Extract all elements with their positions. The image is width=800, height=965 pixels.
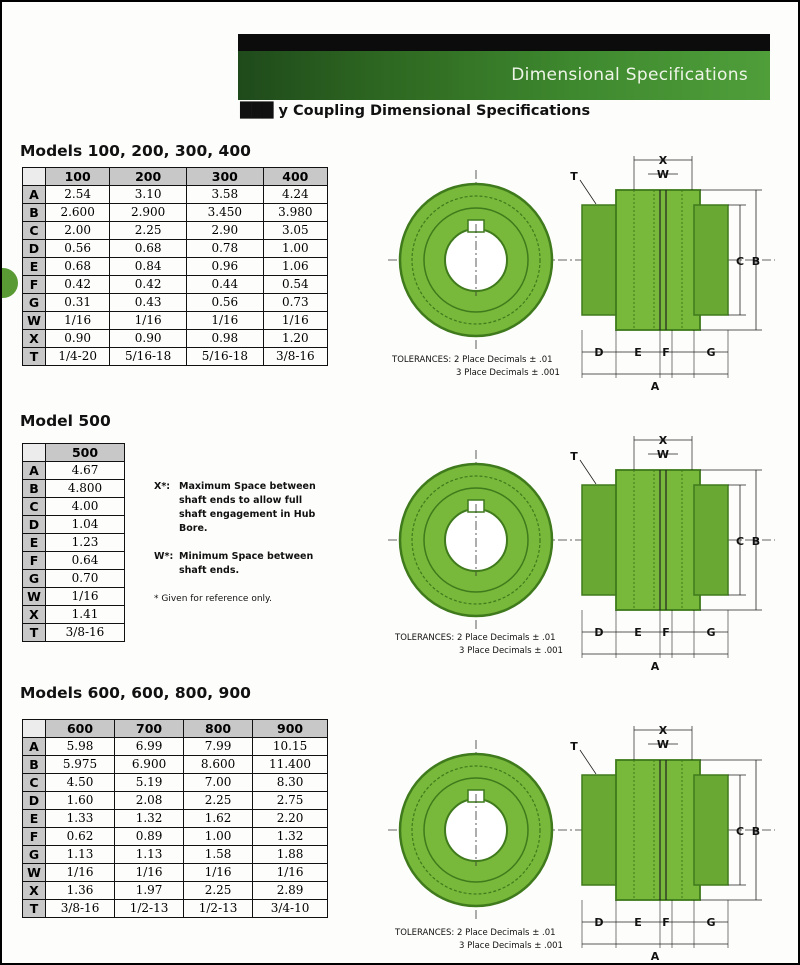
tolerance-line-1: TOLERANCES: 2 Place Decimals ± .01	[395, 633, 556, 643]
column-header: 400	[263, 168, 327, 186]
table-row	[23, 204, 328, 222]
table-cell: 1.62	[184, 810, 253, 828]
dimension-label-f: F	[662, 346, 670, 359]
table-cell: 1.41	[46, 606, 125, 624]
table-row	[23, 756, 328, 774]
dimension-label-f: F	[662, 916, 670, 929]
row-label: C	[23, 498, 46, 516]
row-label: C	[23, 222, 46, 240]
table-cell: 1.00	[263, 240, 327, 258]
table-cell: 0.98	[186, 330, 263, 348]
table-cell: 0.84	[110, 258, 187, 276]
section-title-models-600-900: Models 600, 600, 800, 900	[20, 684, 251, 702]
table-cell: 7.00	[184, 774, 253, 792]
sleeve-body	[616, 760, 700, 900]
table-cell: 1/4-20	[46, 348, 110, 366]
table-cell: 0.43	[110, 294, 187, 312]
table-corner-cell	[23, 720, 46, 738]
table-row	[23, 810, 328, 828]
table-cell: 4.00	[46, 498, 125, 516]
dimension-label-w: W	[656, 448, 670, 461]
table-row	[23, 882, 328, 900]
table-cell: 1/16	[46, 864, 115, 882]
column-header: 500	[46, 444, 125, 462]
spec-table-models-100-400	[22, 167, 328, 366]
table-row	[23, 738, 328, 756]
table-cell: 3.450	[186, 204, 263, 222]
table-cell: 2.20	[253, 810, 328, 828]
table-cell: 1.13	[46, 846, 115, 864]
table-row	[23, 516, 125, 534]
table-cell: 2.25	[184, 792, 253, 810]
table-cell: 0.90	[110, 330, 187, 348]
leader-line-t	[580, 180, 596, 204]
table-cell: 1.23	[46, 534, 125, 552]
dimension-label-t: T	[570, 740, 578, 753]
row-label: F	[23, 276, 46, 294]
table-cell: 3.05	[263, 222, 327, 240]
dimension-label-c: C	[735, 825, 745, 838]
note-reference: * Given for reference only.	[154, 594, 272, 604]
tolerance-line-2: 3 Place Decimals ± .001	[459, 941, 563, 951]
row-label: D	[23, 792, 46, 810]
hub-left	[582, 205, 620, 315]
table-cell: 1.00	[184, 828, 253, 846]
sleeve-body	[616, 470, 700, 610]
note-w	[154, 550, 324, 578]
column-header: 600	[46, 720, 115, 738]
table-cell: 10.15	[253, 738, 328, 756]
table-cell: 0.96	[186, 258, 263, 276]
table-row	[23, 222, 328, 240]
table-cell: 8.600	[184, 756, 253, 774]
dimension-label-g: G	[706, 916, 716, 929]
footnotes	[154, 480, 324, 620]
row-label: T	[23, 900, 46, 918]
table-cell: 2.25	[110, 222, 187, 240]
table-cell: 3.10	[110, 186, 187, 204]
table-row	[23, 348, 328, 366]
table-row	[23, 534, 125, 552]
row-label: B	[23, 204, 46, 222]
row-label: W	[23, 588, 46, 606]
table-cell: 5.98	[46, 738, 115, 756]
dimension-label-b: B	[751, 255, 761, 268]
table-cell: 1/16	[184, 864, 253, 882]
section-title-model-500: Model 500	[20, 412, 111, 430]
table-cell: 5/16-18	[110, 348, 187, 366]
row-label: X	[23, 882, 46, 900]
table-row	[23, 240, 328, 258]
table-cell: 1.36	[46, 882, 115, 900]
row-label: G	[23, 570, 46, 588]
table-cell: 2.600	[46, 204, 110, 222]
table-cell: 0.56	[46, 240, 110, 258]
table-cell: 1/2-13	[115, 900, 184, 918]
table-row	[23, 624, 125, 642]
dimension-label-d: D	[594, 626, 604, 639]
column-header: 200	[110, 168, 187, 186]
table-cell: 6.99	[115, 738, 184, 756]
header-banner	[238, 34, 770, 100]
table-cell: 2.900	[110, 204, 187, 222]
table-cell: 0.90	[46, 330, 110, 348]
note-x-text: Maximum Space between shaft ends to allow full shaft engagement in Hub Bore.	[179, 481, 316, 534]
table-cell: 2.54	[46, 186, 110, 204]
dimension-label-d: D	[594, 916, 604, 929]
table-corner-cell	[23, 168, 46, 186]
tolerance-line-1: TOLERANCES: 2 Place Decimals ± .01	[395, 928, 556, 938]
dimension-label-a: A	[650, 950, 660, 963]
table-header-row	[23, 168, 328, 186]
table-cell: 1.06	[263, 258, 327, 276]
table-cell: 4.67	[46, 462, 125, 480]
table-cell: 2.75	[253, 792, 328, 810]
table-cell: 0.44	[186, 276, 263, 294]
tolerance-line-2: 3 Place Decimals ± .001	[459, 646, 563, 656]
table-cell: 0.31	[46, 294, 110, 312]
spec-table-model-500	[22, 443, 125, 642]
row-label: C	[23, 774, 46, 792]
table-corner-cell	[23, 444, 46, 462]
table-cell: 1/16	[253, 864, 328, 882]
row-label: E	[23, 258, 46, 276]
note-x-key: X*:	[154, 481, 171, 492]
table-cell: 2.90	[186, 222, 263, 240]
row-label: B	[23, 756, 46, 774]
table-cell: 0.73	[263, 294, 327, 312]
table-row	[23, 606, 125, 624]
note-w-text: Minimum Space between shaft ends.	[179, 551, 314, 576]
table-cell: 1.97	[115, 882, 184, 900]
table-cell: 3.58	[186, 186, 263, 204]
table-cell: 1/16	[46, 312, 110, 330]
table-cell: 4.24	[263, 186, 327, 204]
hub-right	[694, 775, 728, 885]
row-label: B	[23, 480, 46, 498]
table-row	[23, 276, 328, 294]
table-cell: 3/8-16	[263, 348, 327, 366]
table-row	[23, 864, 328, 882]
table-cell: 0.68	[110, 240, 187, 258]
dimension-label-b: B	[751, 825, 761, 838]
row-label: G	[23, 294, 46, 312]
dimension-label-g: G	[706, 626, 716, 639]
row-label: A	[23, 738, 46, 756]
dimension-label-f: F	[662, 626, 670, 639]
row-label: W	[23, 864, 46, 882]
dimension-label-x: X	[658, 154, 668, 167]
table-row	[23, 186, 328, 204]
dimension-label-t: T	[570, 450, 578, 463]
table-cell: 4.50	[46, 774, 115, 792]
table-row	[23, 312, 328, 330]
table-cell: 2.08	[115, 792, 184, 810]
table-cell: 4.800	[46, 480, 125, 498]
table-cell: 5/16-18	[186, 348, 263, 366]
column-header: 800	[184, 720, 253, 738]
table-cell: 0.68	[46, 258, 110, 276]
table-row	[23, 570, 125, 588]
row-label: G	[23, 846, 46, 864]
leader-line-t	[580, 460, 596, 484]
dimension-label-c: C	[735, 535, 745, 548]
table-cell: 1.20	[263, 330, 327, 348]
table-cell: 0.42	[110, 276, 187, 294]
row-label: A	[23, 462, 46, 480]
table-row	[23, 480, 125, 498]
table-row	[23, 462, 125, 480]
column-header: 700	[115, 720, 184, 738]
table-cell: 0.78	[186, 240, 263, 258]
table-cell: 2.25	[184, 882, 253, 900]
table-row	[23, 552, 125, 570]
table-cell: 0.54	[263, 276, 327, 294]
table-cell: 3/8-16	[46, 624, 125, 642]
dimension-label-w: W	[656, 738, 670, 751]
tolerance-line-2: 3 Place Decimals ± .001	[456, 368, 560, 378]
table-cell: 0.64	[46, 552, 125, 570]
table-cell: 5.975	[46, 756, 115, 774]
tolerances-note-3	[395, 927, 563, 953]
column-header: 900	[253, 720, 328, 738]
table-cell: 1.58	[184, 846, 253, 864]
table-cell: 0.70	[46, 570, 125, 588]
hub-right	[694, 485, 728, 595]
table-row	[23, 588, 125, 606]
table-cell: 1/16	[115, 864, 184, 882]
dimension-label-g: G	[706, 346, 716, 359]
tolerance-line-1: TOLERANCES: 2 Place Decimals ± .01	[392, 355, 553, 365]
table-cell: 3.980	[263, 204, 327, 222]
dimension-label-x: X	[658, 724, 668, 737]
table-row	[23, 498, 125, 516]
row-label: D	[23, 516, 46, 534]
table-cell: 8.30	[253, 774, 328, 792]
table-cell: 3/8-16	[46, 900, 115, 918]
table-row	[23, 258, 328, 276]
dimension-label-e: E	[634, 916, 642, 929]
note-x	[154, 480, 324, 536]
table-cell: 1.33	[46, 810, 115, 828]
column-header: 100	[46, 168, 110, 186]
row-label: D	[23, 240, 46, 258]
table-cell: 2.89	[253, 882, 328, 900]
hub-right	[694, 205, 728, 315]
dimension-label-e: E	[634, 346, 642, 359]
row-label: X	[23, 606, 46, 624]
section-title-models-100-400: Models 100, 200, 300, 400	[20, 142, 251, 160]
table-cell: 5.19	[115, 774, 184, 792]
document-title: ███ y Coupling Dimensional Specifications	[240, 103, 591, 119]
side-page-tab	[2, 268, 18, 298]
dimension-label-t: T	[570, 170, 578, 183]
table-cell: 7.99	[184, 738, 253, 756]
dimension-label-a: A	[650, 660, 660, 673]
table-cell: 1.60	[46, 792, 115, 810]
table-cell: 1.32	[115, 810, 184, 828]
dimension-label-w: W	[656, 168, 670, 181]
table-cell: 1.88	[253, 846, 328, 864]
table-row	[23, 792, 328, 810]
table-header-row	[23, 444, 125, 462]
table-cell: 6.900	[115, 756, 184, 774]
row-label: E	[23, 810, 46, 828]
table-cell: 1/16	[46, 588, 125, 606]
table-row	[23, 774, 328, 792]
banner-green-stripe	[238, 51, 770, 100]
table-row	[23, 330, 328, 348]
dimension-label-b: B	[751, 535, 761, 548]
table-cell: 1.13	[115, 846, 184, 864]
tolerances-note-2	[395, 632, 563, 658]
banner-title: Dimensional Specifications	[511, 65, 748, 85]
hub-left	[582, 775, 620, 885]
table-cell: 1/16	[110, 312, 187, 330]
row-label: F	[23, 828, 46, 846]
note-w-key: W*:	[154, 551, 174, 562]
table-row	[23, 846, 328, 864]
tolerances-note-1	[392, 354, 560, 380]
table-row	[23, 828, 328, 846]
row-label: F	[23, 552, 46, 570]
row-label: W	[23, 312, 46, 330]
table-cell: 0.56	[186, 294, 263, 312]
row-label: X	[23, 330, 46, 348]
table-row	[23, 294, 328, 312]
row-label: E	[23, 534, 46, 552]
table-cell: 1/16	[186, 312, 263, 330]
sleeve-body	[616, 190, 700, 330]
hub-left	[582, 485, 620, 595]
dimension-label-e: E	[634, 626, 642, 639]
table-cell: 1.32	[253, 828, 328, 846]
table-header-row	[23, 720, 328, 738]
dimension-label-x: X	[658, 434, 668, 447]
dimension-label-d: D	[594, 346, 604, 359]
leader-line-t	[580, 750, 596, 774]
dimension-label-a: A	[650, 380, 660, 393]
table-cell: 1/2-13	[184, 900, 253, 918]
table-cell: 0.62	[46, 828, 115, 846]
row-label: T	[23, 348, 46, 366]
table-cell: 2.00	[46, 222, 110, 240]
table-cell: 1/16	[263, 312, 327, 330]
row-label: A	[23, 186, 46, 204]
dimension-label-c: C	[735, 255, 745, 268]
table-cell: 0.89	[115, 828, 184, 846]
table-cell: 1.04	[46, 516, 125, 534]
table-row	[23, 900, 328, 918]
table-cell: 11.400	[253, 756, 328, 774]
table-cell: 3/4-10	[253, 900, 328, 918]
banner-black-stripe	[238, 34, 770, 51]
row-label: T	[23, 624, 46, 642]
table-cell: 0.42	[46, 276, 110, 294]
spec-table-models-600-900	[22, 719, 328, 918]
column-header: 300	[186, 168, 263, 186]
